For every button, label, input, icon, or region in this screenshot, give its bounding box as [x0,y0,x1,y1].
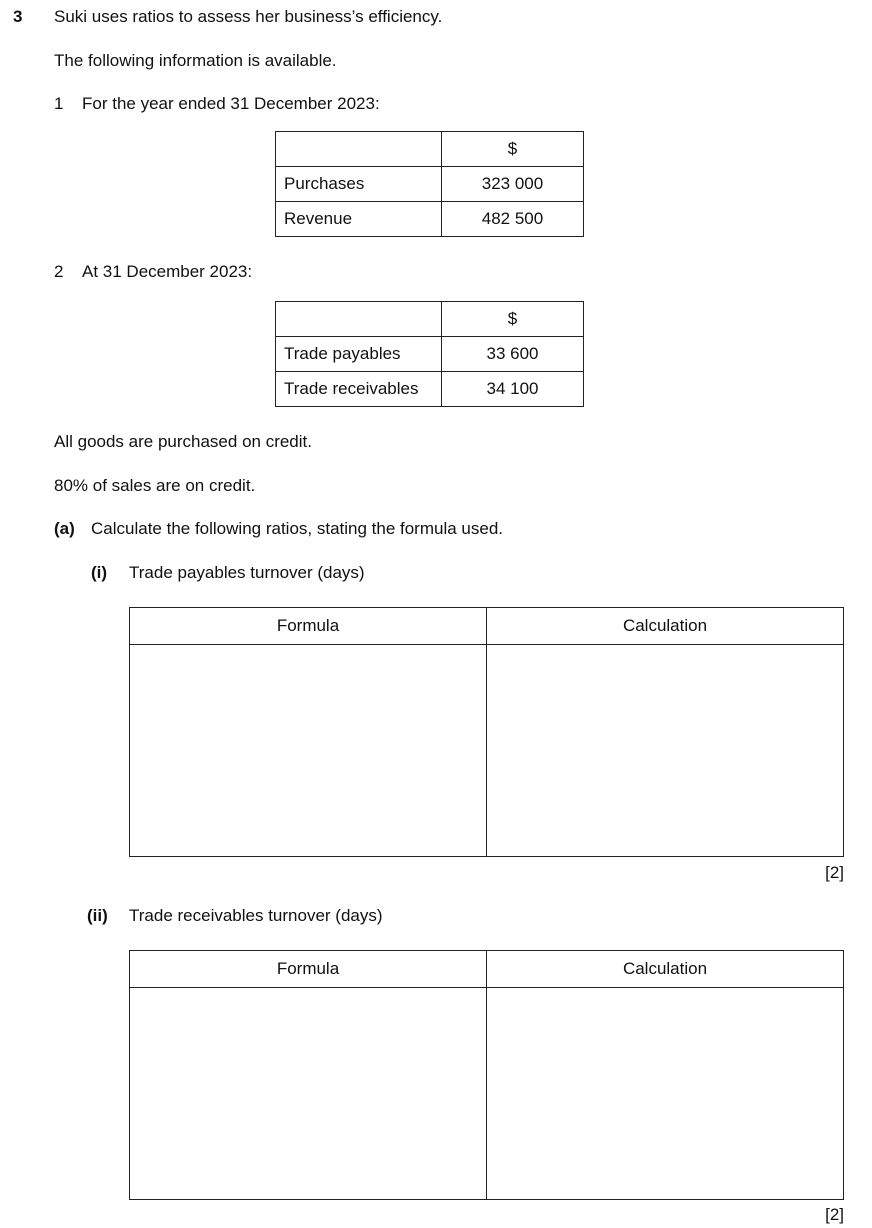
item-text: At 31 December 2023: [82,262,253,281]
table-row [276,202,584,237]
purchases-revenue-table [275,131,584,237]
row-value: 482 500 [442,202,584,237]
table-row [276,372,584,407]
formula-header: Formula [130,608,487,645]
answer-table-payables [129,607,844,857]
info-intro: The following information is available. [54,51,337,70]
table-row [276,167,584,202]
calculation-answer-cell[interactable] [487,988,844,1200]
item-number: 1 [54,94,64,113]
payables-receivables-table [275,301,584,407]
formula-header: Formula [130,951,487,988]
row-value: 33 600 [442,337,584,372]
row-label: Purchases [276,167,442,202]
calculation-header: Calculation [487,608,844,645]
question-number: 3 [13,7,23,26]
subpart-label: (i) [91,563,108,582]
table-row [276,337,584,372]
marks: [2] [825,1205,844,1224]
calculation-answer-cell[interactable] [487,645,844,857]
formula-answer-cell[interactable] [130,988,487,1200]
part-a-text: Calculate the following ratios, stating the formula used. [91,519,504,538]
calculation-header: Calculation [487,951,844,988]
row-value: 34 100 [442,372,584,407]
subpart-text: Trade payables turnover (days) [129,563,365,582]
note-credit-sales: 80% of sales are on credit. [54,476,256,495]
note-credit-purchases: All goods are purchased on credit. [54,432,312,451]
subpart-label: (ii) [87,906,108,925]
marks: [2] [825,863,844,882]
question-intro: Suki uses ratios to assess her business’s efficiency. [54,7,443,26]
row-label: Trade payables [276,337,442,372]
table-header-cell [276,132,442,167]
table-header-cell: $ [442,302,584,337]
table-header-cell: $ [442,132,584,167]
row-label: Trade receivables [276,372,442,407]
item-number: 2 [54,262,64,281]
formula-answer-cell[interactable] [130,645,487,857]
item-text: For the year ended 31 December 2023: [82,94,380,113]
row-value: 323 000 [442,167,584,202]
row-label: Revenue [276,202,442,237]
table-header-cell [276,302,442,337]
subpart-text: Trade receivables turnover (days) [129,906,383,925]
answer-table-receivables [129,950,844,1200]
part-a-label: (a) [54,519,75,538]
